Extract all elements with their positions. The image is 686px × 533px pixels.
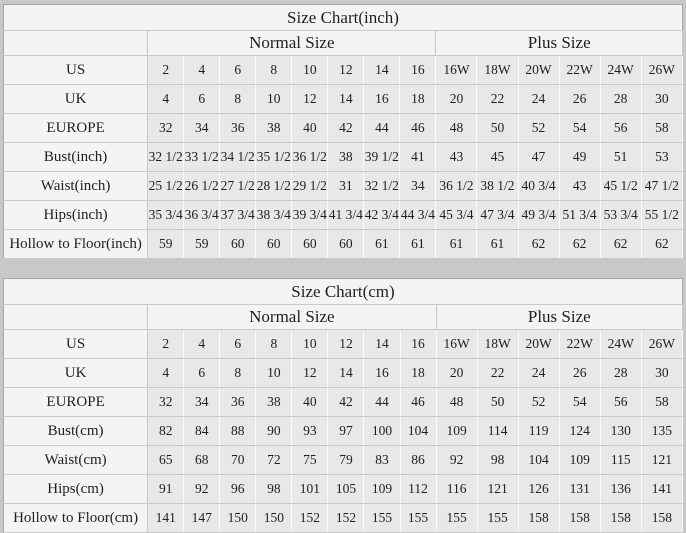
- data-cell: 2: [148, 330, 184, 359]
- data-cell: 158: [600, 504, 641, 533]
- row-label: Bust(inch): [4, 143, 148, 172]
- data-cell: 29 1/2: [292, 172, 328, 201]
- data-cell: 91: [148, 475, 184, 504]
- data-cell: 155: [400, 504, 436, 533]
- row-label: EUROPE: [4, 388, 148, 417]
- data-cell: 48: [436, 114, 477, 143]
- data-cell: 72: [256, 446, 292, 475]
- data-cell: 43: [559, 172, 600, 201]
- table-row: [4, 143, 683, 172]
- data-cell: 84: [184, 417, 220, 446]
- data-cell: 36: [220, 388, 256, 417]
- data-cell: 24W: [600, 56, 641, 85]
- data-cell: 12: [292, 359, 328, 388]
- data-cell: 6: [184, 359, 220, 388]
- row-label: Waist(cm): [4, 446, 148, 475]
- data-cell: 35 3/4: [148, 201, 184, 230]
- data-cell: 16W: [436, 56, 477, 85]
- group-header-plus-size: Plus Size: [436, 31, 683, 56]
- data-cell: 119: [518, 417, 559, 446]
- data-cell: 31: [328, 172, 364, 201]
- data-cell: 104: [518, 446, 559, 475]
- data-cell: 55 1/2: [641, 201, 682, 230]
- data-cell: 45 1/2: [600, 172, 641, 201]
- table-row: [4, 446, 683, 475]
- data-cell: 56: [600, 114, 641, 143]
- data-cell: 114: [477, 417, 518, 446]
- data-cell: 48: [436, 388, 477, 417]
- data-cell: 22W: [559, 330, 600, 359]
- data-cell: 18: [400, 85, 436, 114]
- data-cell: 54: [559, 388, 600, 417]
- data-cell: 61: [400, 230, 436, 259]
- data-cell: 44: [364, 388, 400, 417]
- table-row: [4, 330, 683, 359]
- table-row: [4, 114, 683, 143]
- data-cell: 26W: [641, 56, 682, 85]
- data-cell: 92: [184, 475, 220, 504]
- data-cell: 8: [256, 330, 292, 359]
- data-cell: 38: [256, 114, 292, 143]
- data-cell: 109: [559, 446, 600, 475]
- data-cell: 38 1/2: [477, 172, 518, 201]
- data-cell: 75: [292, 446, 328, 475]
- data-cell: 8: [220, 85, 256, 114]
- data-cell: 61: [364, 230, 400, 259]
- data-cell: 24W: [600, 330, 641, 359]
- row-label: Hips(cm): [4, 475, 148, 504]
- data-cell: 2: [148, 56, 184, 85]
- data-cell: 52: [518, 388, 559, 417]
- table-title: Size Chart(inch): [4, 5, 683, 31]
- data-cell: 34: [400, 172, 436, 201]
- data-cell: 62: [641, 230, 682, 259]
- row-label: US: [4, 330, 148, 359]
- data-cell: 51: [600, 143, 641, 172]
- data-cell: 32: [148, 114, 184, 143]
- data-cell: 93: [292, 417, 328, 446]
- data-cell: 18: [400, 359, 436, 388]
- data-cell: 124: [559, 417, 600, 446]
- table-row: [4, 172, 683, 201]
- data-cell: 28: [600, 359, 641, 388]
- data-cell: 152: [328, 504, 364, 533]
- data-cell: 60: [292, 230, 328, 259]
- row-label: UK: [4, 85, 148, 114]
- data-cell: 27 1/2: [220, 172, 256, 201]
- data-cell: 36 3/4: [184, 201, 220, 230]
- data-cell: 136: [600, 475, 641, 504]
- data-cell: 90: [256, 417, 292, 446]
- row-label: Hollow to Floor(inch): [4, 230, 148, 259]
- data-cell: 88: [220, 417, 256, 446]
- data-cell: 109: [364, 475, 400, 504]
- data-cell: 60: [256, 230, 292, 259]
- data-cell: 26 1/2: [184, 172, 220, 201]
- data-cell: 20W: [518, 330, 559, 359]
- data-cell: 25 1/2: [148, 172, 184, 201]
- data-cell: 79: [328, 446, 364, 475]
- data-cell: 16: [364, 85, 400, 114]
- data-cell: 65: [148, 446, 184, 475]
- data-cell: 47: [518, 143, 559, 172]
- data-cell: 45: [477, 143, 518, 172]
- data-cell: 51 3/4: [559, 201, 600, 230]
- data-cell: 35 1/2: [256, 143, 292, 172]
- data-cell: 12: [328, 330, 364, 359]
- data-cell: 36 1/2: [292, 143, 328, 172]
- data-cell: 42: [328, 114, 364, 143]
- data-cell: 158: [518, 504, 559, 533]
- data-cell: 56: [600, 388, 641, 417]
- table-row: [4, 475, 683, 504]
- data-cell: 32 1/2: [364, 172, 400, 201]
- data-cell: 155: [364, 504, 400, 533]
- data-cell: 61: [436, 230, 477, 259]
- data-cell: 104: [400, 417, 436, 446]
- data-cell: 43: [436, 143, 477, 172]
- data-cell: 83: [364, 446, 400, 475]
- data-cell: 4: [184, 56, 220, 85]
- data-cell: 16: [400, 56, 436, 85]
- data-cell: 58: [641, 388, 682, 417]
- data-cell: 152: [292, 504, 328, 533]
- table-row: [4, 201, 683, 230]
- data-cell: 61: [477, 230, 518, 259]
- data-cell: 101: [292, 475, 328, 504]
- data-cell: 6: [220, 56, 256, 85]
- data-cell: 14: [364, 56, 400, 85]
- data-cell: 38 3/4: [256, 201, 292, 230]
- data-cell: 32: [148, 388, 184, 417]
- data-cell: 44 3/4: [400, 201, 436, 230]
- data-cell: 16: [400, 330, 436, 359]
- data-cell: 4: [184, 330, 220, 359]
- data-cell: 100: [364, 417, 400, 446]
- data-cell: 59: [148, 230, 184, 259]
- data-cell: 150: [256, 504, 292, 533]
- data-cell: 12: [328, 56, 364, 85]
- data-cell: 92: [436, 446, 477, 475]
- data-cell: 131: [559, 475, 600, 504]
- data-cell: 135: [641, 417, 682, 446]
- table-row: [4, 359, 683, 388]
- data-cell: 46: [400, 388, 436, 417]
- data-cell: 20: [436, 359, 477, 388]
- data-cell: 8: [256, 56, 292, 85]
- data-cell: 158: [559, 504, 600, 533]
- data-cell: 58: [641, 114, 682, 143]
- data-cell: 26W: [641, 330, 682, 359]
- data-cell: 62: [559, 230, 600, 259]
- data-cell: 96: [220, 475, 256, 504]
- data-cell: 41: [400, 143, 436, 172]
- data-cell: 109: [436, 417, 477, 446]
- row-label: Hollow to Floor(cm): [4, 504, 148, 533]
- group-header-normal-size: Normal Size: [148, 305, 436, 330]
- data-cell: 53: [641, 143, 682, 172]
- data-cell: 22: [477, 359, 518, 388]
- data-cell: 141: [148, 504, 184, 533]
- data-cell: 126: [518, 475, 559, 504]
- data-cell: 62: [518, 230, 559, 259]
- data-cell: 36 1/2: [436, 172, 477, 201]
- data-cell: 147: [184, 504, 220, 533]
- data-cell: 26: [559, 359, 600, 388]
- corner-cell: [4, 305, 148, 330]
- data-cell: 10: [292, 330, 328, 359]
- data-cell: 49: [559, 143, 600, 172]
- row-label: UK: [4, 359, 148, 388]
- data-cell: 62: [600, 230, 641, 259]
- data-cell: 54: [559, 114, 600, 143]
- data-cell: 6: [184, 85, 220, 114]
- data-cell: 98: [256, 475, 292, 504]
- data-cell: 10: [292, 56, 328, 85]
- data-cell: 42: [328, 388, 364, 417]
- data-cell: 50: [477, 388, 518, 417]
- data-cell: 33 1/2: [184, 143, 220, 172]
- table-title: Size Chart(cm): [4, 279, 683, 305]
- data-cell: 121: [477, 475, 518, 504]
- data-cell: 4: [148, 359, 184, 388]
- data-cell: 22: [477, 85, 518, 114]
- row-label: Hips(inch): [4, 201, 148, 230]
- corner-cell: [4, 31, 148, 56]
- data-cell: 28: [600, 85, 641, 114]
- data-cell: 86: [400, 446, 436, 475]
- data-cell: 45 3/4: [436, 201, 477, 230]
- data-cell: 70: [220, 446, 256, 475]
- data-cell: 121: [641, 446, 682, 475]
- data-cell: 155: [477, 504, 518, 533]
- data-cell: 49 3/4: [518, 201, 559, 230]
- data-cell: 4: [148, 85, 184, 114]
- group-header-plus-size: Plus Size: [436, 305, 682, 330]
- table-row: [4, 56, 683, 85]
- size-chart-inch: [3, 4, 683, 259]
- table-row: [4, 504, 683, 533]
- data-cell: 12: [292, 85, 328, 114]
- data-cell: 150: [220, 504, 256, 533]
- row-label: Bust(cm): [4, 417, 148, 446]
- group-header-normal-size: Normal Size: [148, 31, 436, 56]
- data-cell: 112: [400, 475, 436, 504]
- data-cell: 34: [184, 388, 220, 417]
- data-cell: 116: [436, 475, 477, 504]
- data-cell: 36: [220, 114, 256, 143]
- data-cell: 105: [328, 475, 364, 504]
- data-cell: 10: [256, 359, 292, 388]
- data-cell: 47 1/2: [641, 172, 682, 201]
- data-cell: 18W: [477, 330, 518, 359]
- data-cell: 14: [328, 85, 364, 114]
- data-cell: 24: [518, 359, 559, 388]
- data-cell: 158: [641, 504, 682, 533]
- data-cell: 18W: [477, 56, 518, 85]
- size-chart-cm: [3, 278, 683, 533]
- data-cell: 28 1/2: [256, 172, 292, 201]
- data-cell: 30: [641, 359, 682, 388]
- data-cell: 40: [292, 388, 328, 417]
- data-cell: 14: [364, 330, 400, 359]
- data-cell: 16: [364, 359, 400, 388]
- table-row: [4, 85, 683, 114]
- row-label: EUROPE: [4, 114, 148, 143]
- data-cell: 34 1/2: [220, 143, 256, 172]
- data-cell: 42 3/4: [364, 201, 400, 230]
- data-cell: 46: [400, 114, 436, 143]
- data-cell: 39 3/4: [292, 201, 328, 230]
- data-cell: 141: [641, 475, 682, 504]
- data-cell: 16W: [436, 330, 477, 359]
- data-cell: 39 1/2: [364, 143, 400, 172]
- data-cell: 20: [436, 85, 477, 114]
- data-cell: 59: [184, 230, 220, 259]
- data-cell: 32 1/2: [148, 143, 184, 172]
- data-cell: 26: [559, 85, 600, 114]
- table-row: [4, 417, 683, 446]
- data-cell: 50: [477, 114, 518, 143]
- data-cell: 155: [436, 504, 477, 533]
- data-cell: 10: [256, 85, 292, 114]
- data-cell: 37 3/4: [220, 201, 256, 230]
- data-cell: 38: [328, 143, 364, 172]
- data-cell: 130: [600, 417, 641, 446]
- data-cell: 14: [328, 359, 364, 388]
- data-cell: 38: [256, 388, 292, 417]
- data-cell: 20W: [518, 56, 559, 85]
- data-cell: 22W: [559, 56, 600, 85]
- data-cell: 44: [364, 114, 400, 143]
- data-cell: 6: [220, 330, 256, 359]
- table-row: [4, 388, 683, 417]
- data-cell: 60: [328, 230, 364, 259]
- data-cell: 34: [184, 114, 220, 143]
- data-cell: 40 3/4: [518, 172, 559, 201]
- data-cell: 30: [641, 85, 682, 114]
- data-cell: 82: [148, 417, 184, 446]
- data-cell: 47 3/4: [477, 201, 518, 230]
- data-cell: 115: [600, 446, 641, 475]
- data-cell: 52: [518, 114, 559, 143]
- data-cell: 41 3/4: [328, 201, 364, 230]
- data-cell: 98: [477, 446, 518, 475]
- row-label: US: [4, 56, 148, 85]
- data-cell: 53 3/4: [600, 201, 641, 230]
- data-cell: 68: [184, 446, 220, 475]
- data-cell: 8: [220, 359, 256, 388]
- table-row: [4, 230, 683, 259]
- data-cell: 60: [220, 230, 256, 259]
- row-label: Waist(inch): [4, 172, 148, 201]
- data-cell: 40: [292, 114, 328, 143]
- data-cell: 24: [518, 85, 559, 114]
- data-cell: 97: [328, 417, 364, 446]
